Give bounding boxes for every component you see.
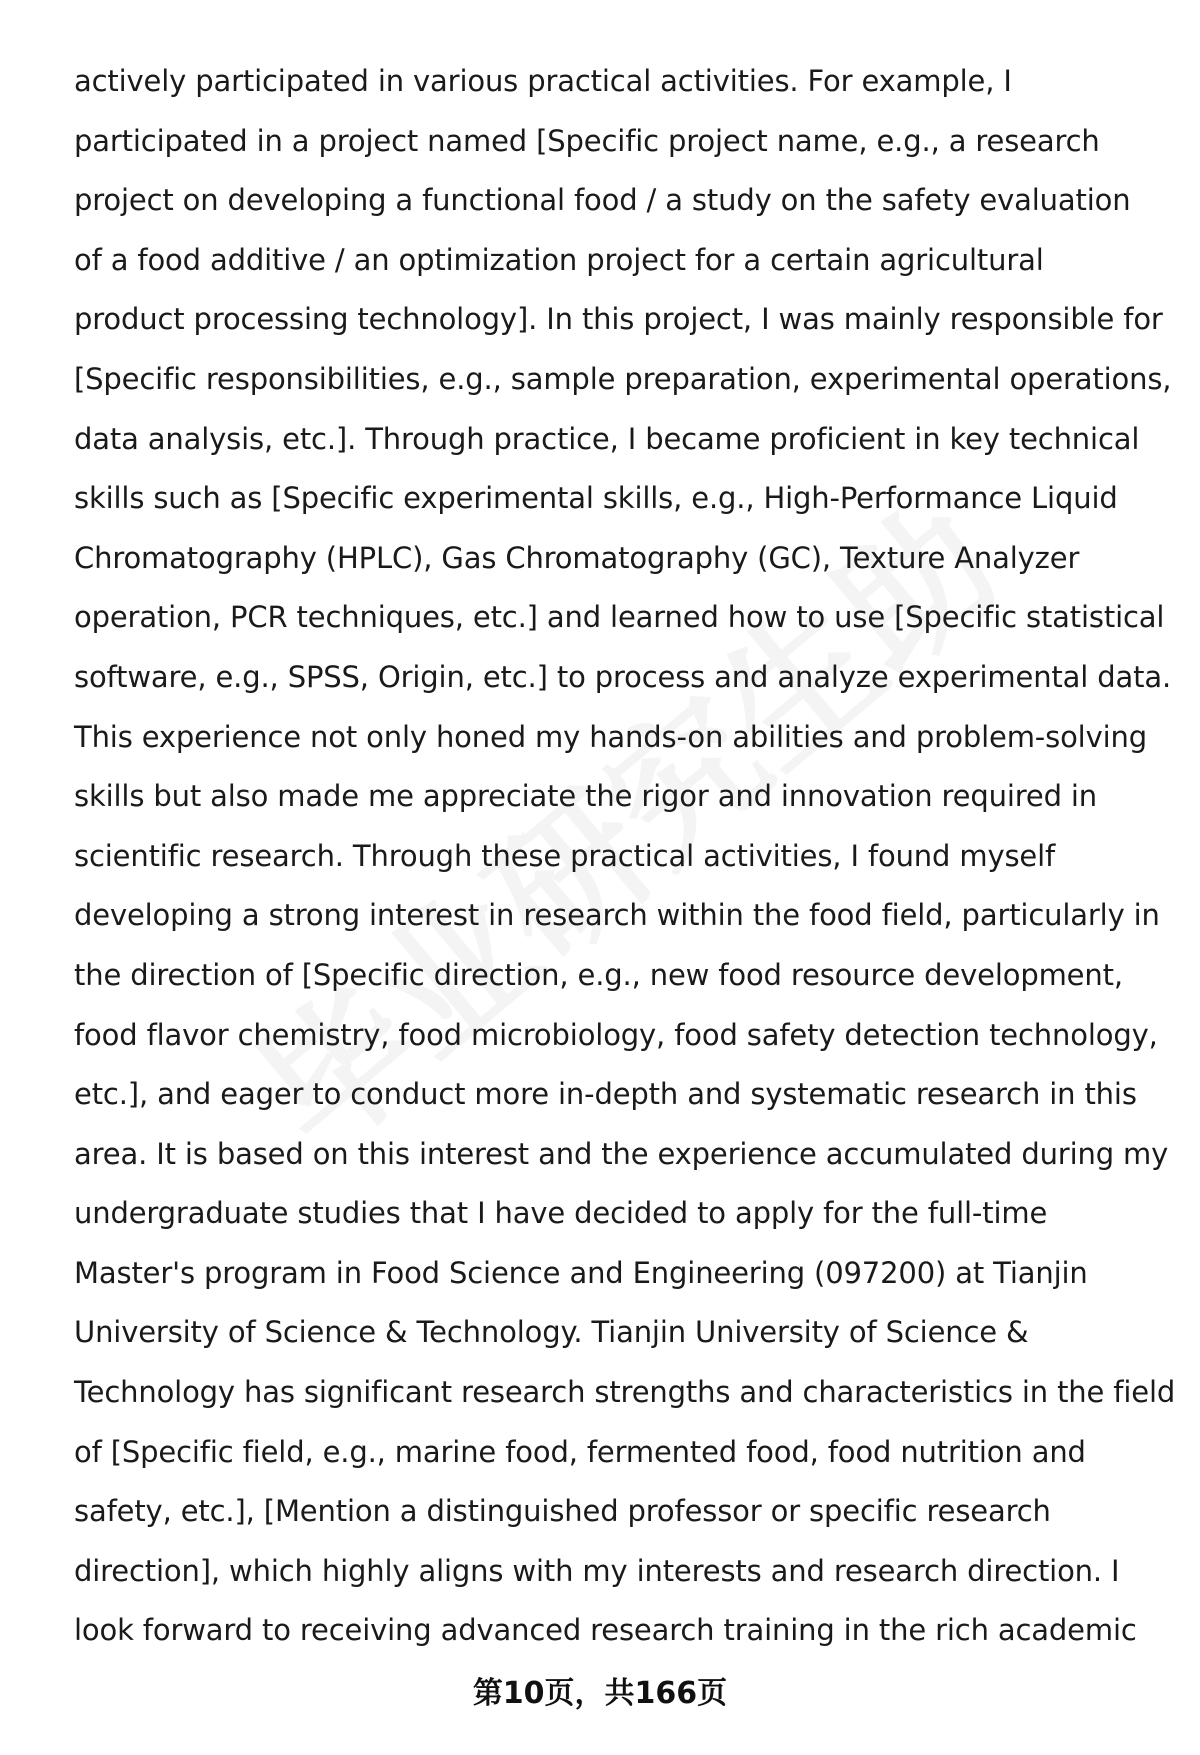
text-line: [Specific responsibilities, e.g., sample preparation, experimental operations, <box>74 361 1172 396</box>
text-line: University of Science & Technology. Tianjin University of Science & <box>74 1315 1029 1350</box>
text-line: data analysis, etc.]. Through practice, I became proficient in key technical <box>74 421 1140 456</box>
text-line: actively participated in various practical activities. For example, I <box>74 64 1012 98</box>
text-line: the direction of [Specific direction, e.g., new food resource development, <box>74 957 1123 992</box>
text-line: area. It is based on this interest and the experience accumulated during my <box>74 1136 1169 1171</box>
text-line: project on developing a functional food / a study on the safety evaluation <box>74 183 1131 218</box>
text-line: software, e.g., SPSS, Origin, etc.] to process and analyze experimental data. <box>74 659 1172 694</box>
body-text <box>74 52 1174 1661</box>
text-line: etc.], and eager to conduct more in-depth and systematic research in this <box>74 1077 1137 1112</box>
text-line: Chromatography (HPLC), Gas Chromatography (GC), Texture Analyzer <box>74 540 1080 575</box>
text-line: look forward to receiving advanced research training in the rich academic <box>74 1613 1137 1648</box>
text-line: of [Specific field, e.g., marine food, fermented food, food nutrition and <box>74 1434 1086 1469</box>
text-line: food flavor chemistry, food microbiology, food safety detection technology, <box>74 1017 1158 1052</box>
text-line: scientific research. Through these practical activities, I found myself <box>74 838 1056 873</box>
page-number: 第10页，共166页 <box>472 1676 728 1711</box>
text-line: developing a strong interest in research within the food field, particularly in <box>74 898 1160 933</box>
text-line: This experience not only honed my hands-on abilities and problem-solving <box>74 719 1147 754</box>
text-line: operation, PCR techniques, etc.] and learned how to use [Specific statistical <box>74 600 1165 635</box>
text-line: Technology has significant research strengths and characteristics in the field <box>74 1375 1176 1410</box>
text-line: skills such as [Specific experimental skills, e.g., High-Performance Liquid <box>74 481 1118 516</box>
text-line: skills but also made me appreciate the rigor and innovation required in <box>74 779 1098 814</box>
text-line: undergraduate studies that I have decided to apply for the full-time <box>74 1196 1048 1231</box>
text-line: safety, etc.], [Mention a distinguished professor or specific research <box>74 1494 1051 1529</box>
text-line: of a food additive / an optimization project for a certain agricultural <box>74 242 1044 277</box>
text-line: direction], which highly aligns with my interests and research direction. I <box>74 1553 1120 1588</box>
text-line: participated in a project named [Specific project name, e.g., a research <box>74 123 1100 158</box>
text-line: Master's program in Food Science and Engineering (097200) at Tianjin <box>74 1255 1088 1290</box>
text-line: product processing technology]. In this project, I was mainly responsible for <box>74 302 1163 337</box>
